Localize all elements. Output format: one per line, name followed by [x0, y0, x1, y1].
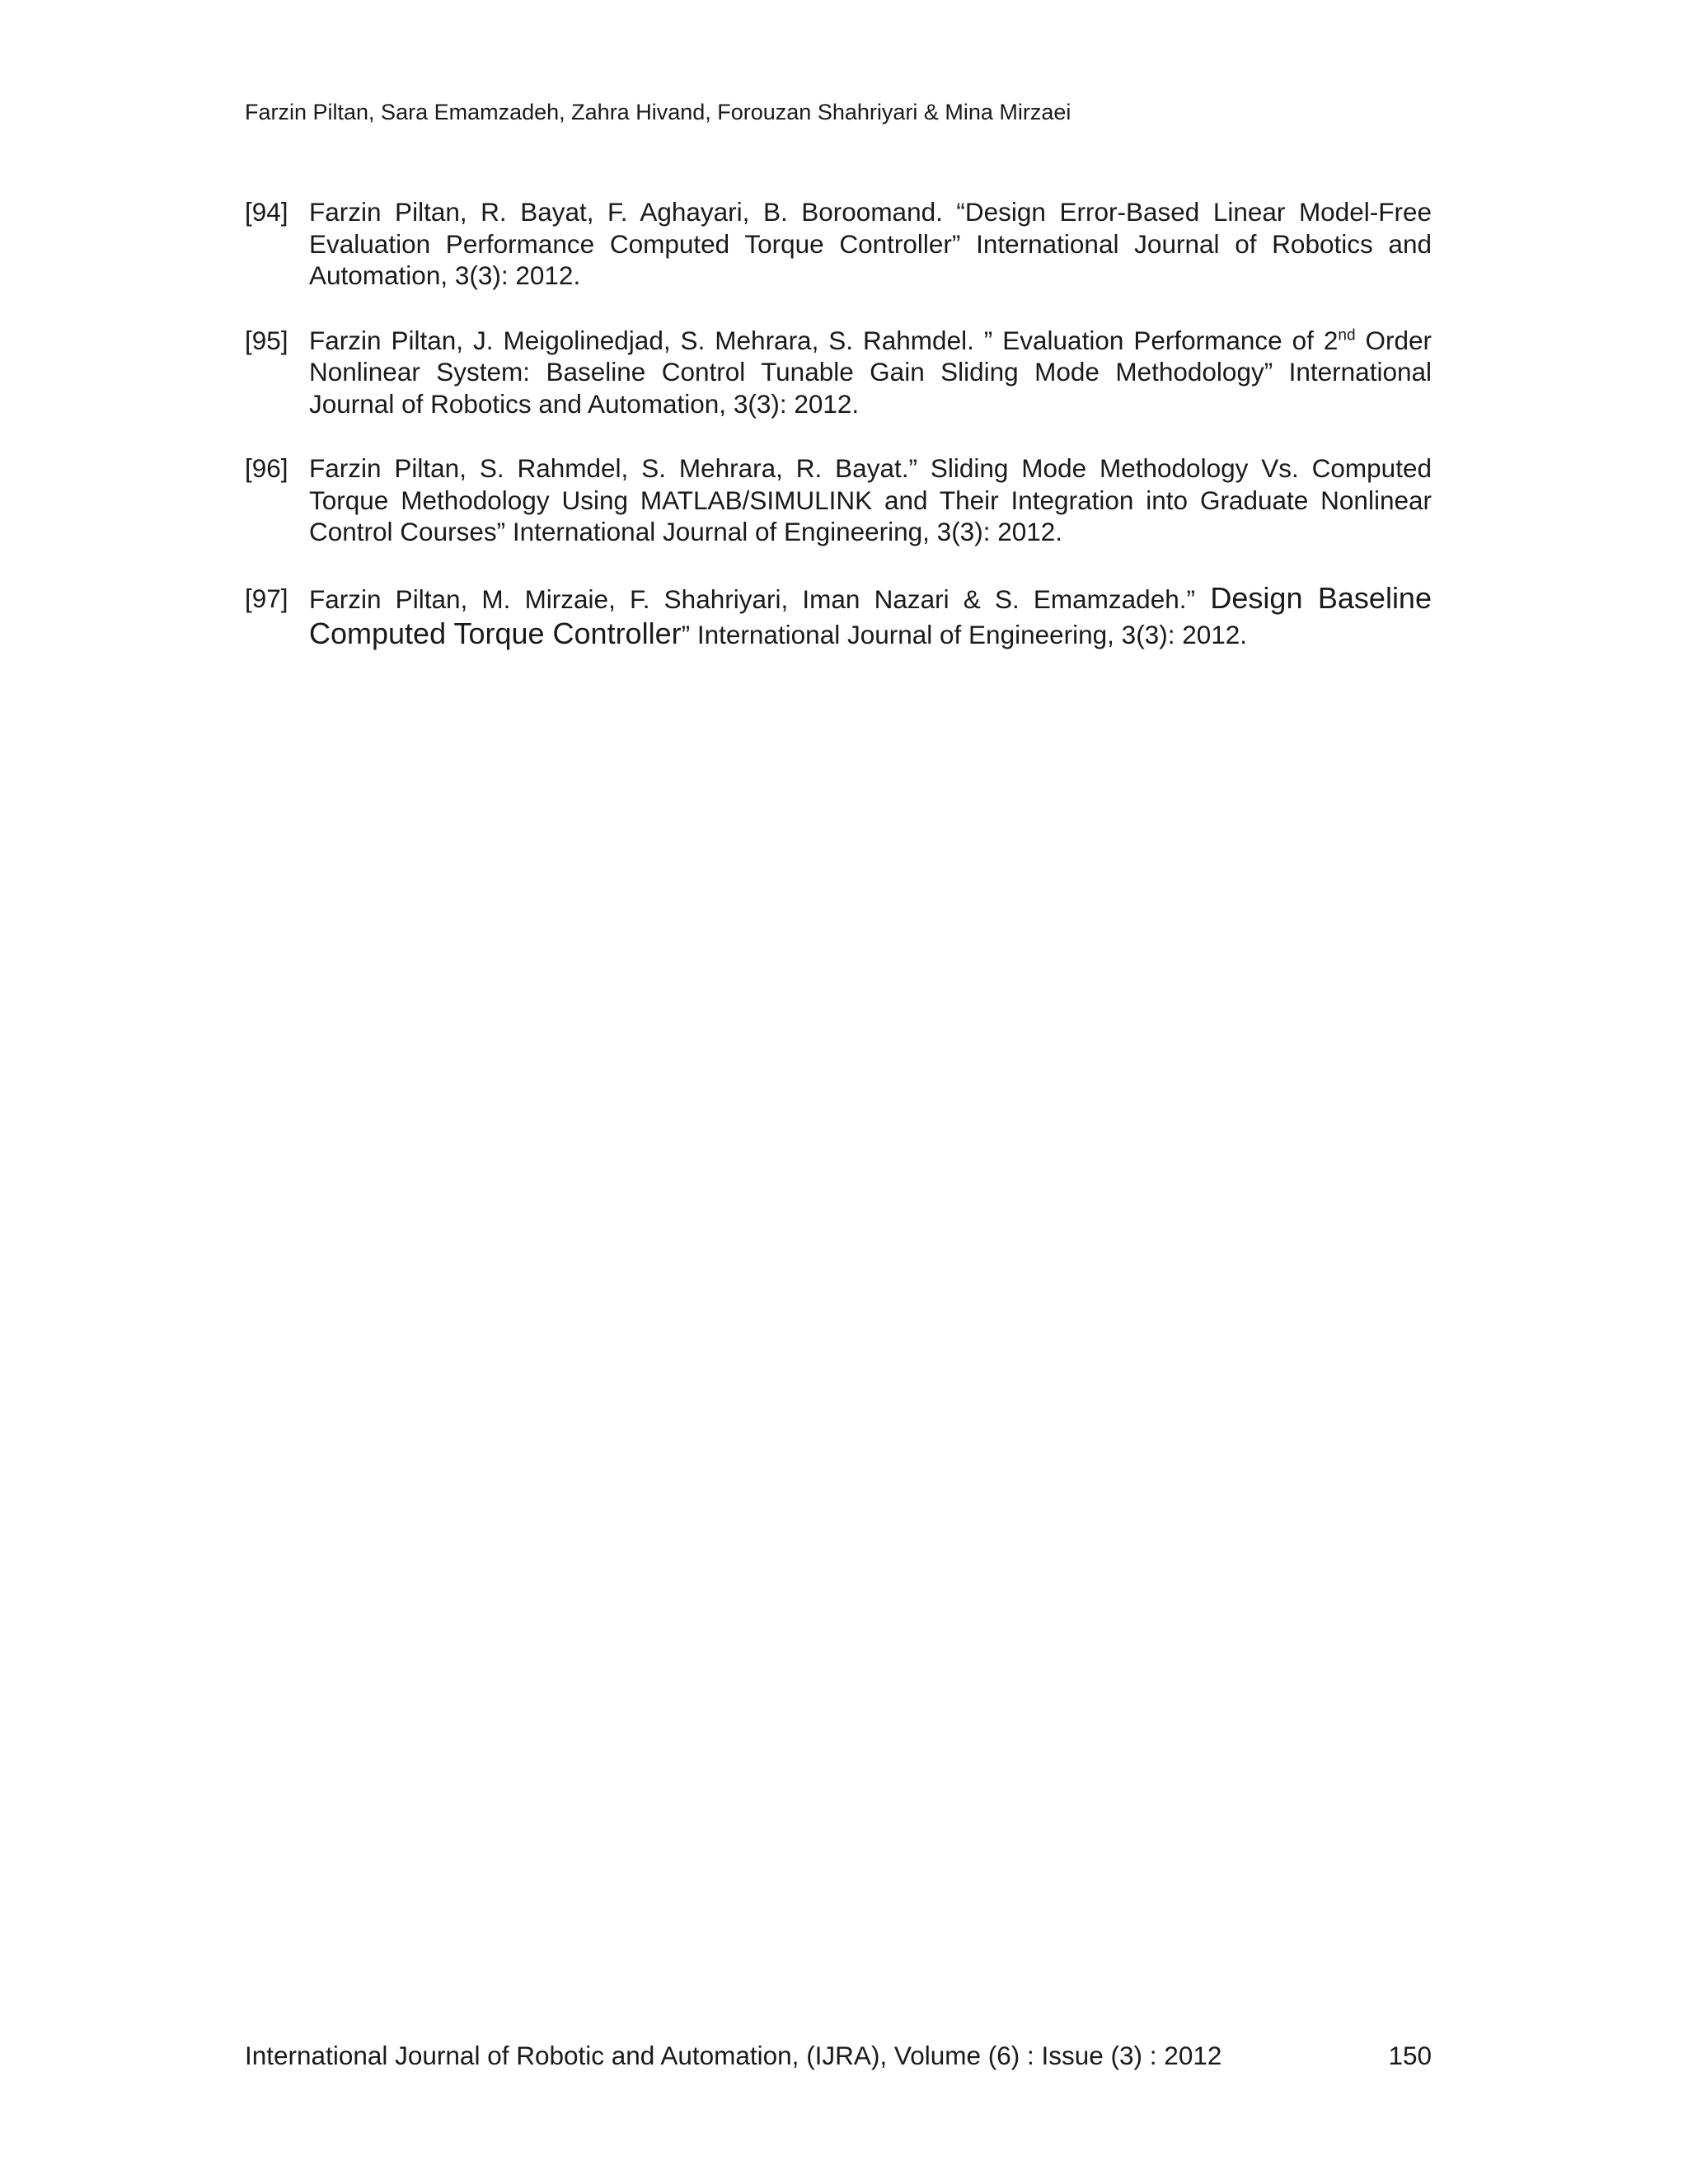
reference-number: [94] — [245, 197, 288, 227]
page-number: 150 — [1388, 2041, 1432, 2070]
reference-number: [97] — [245, 583, 288, 613]
footer-journal: International Journal of Robotic and Automation, (IJRA), Volume (6) : Issue (3) : 2012 — [245, 2041, 1222, 2070]
running-head-authors: Farzin Piltan, Sara Emamzadeh, Zahra Hivand, Forouzan Shahriyari & Mina Mirzaei — [245, 100, 1071, 124]
reference-item-94 — [245, 196, 1432, 292]
reference-item-96 — [245, 452, 1432, 548]
reference-list — [245, 196, 1432, 685]
reference-text-part: ” International Journal of Engineering, 3(3): 2012. — [681, 619, 1248, 649]
reference-text-part: Farzin Piltan, M. Mirzaie, F. Shahriyari, Iman Nazari & S. Emamzadeh.” — [309, 583, 1195, 614]
reference-number: [96] — [245, 453, 288, 483]
reference-superscript: nd — [1338, 326, 1356, 344]
reference-text-part: Order Nonlinear System: Baseline Control Tunable Gain Sliding Mode Methodology” International Journal of Robotics and Automation, 3(3): 2012. — [309, 325, 1432, 419]
reference-text-part: Farzin Piltan, J. Meigolinedjad, S. Mehrara, S. Rahmdel. ” Evaluation Performance of 2 — [309, 325, 1339, 355]
reference-text: Farzin Piltan, S. Rahmdel, S. Mehrara, R. Bayat.” Sliding Mode Methodology Vs. Computed Torque Methodology Using MATLAB/SIMULINK and Their Integration into Graduate Nonlinear Control Courses” International Journal of Engineering, 3(3): 2012. — [309, 453, 1432, 546]
reference-item-95 — [245, 325, 1432, 420]
reference-number: [95] — [245, 325, 288, 355]
reference-title: Design Baseline Computed Torque Controller — [309, 580, 1432, 650]
reference-item-97 — [245, 581, 1432, 652]
reference-text: Farzin Piltan, R. Bayat, F. Aghayari, B. Boroomand. “Design Error-Based Linear Model-Free Evaluation Performance Computed Torque Controller” International Journal of Robotics and Automation, 3(3): 2012. — [309, 197, 1432, 290]
